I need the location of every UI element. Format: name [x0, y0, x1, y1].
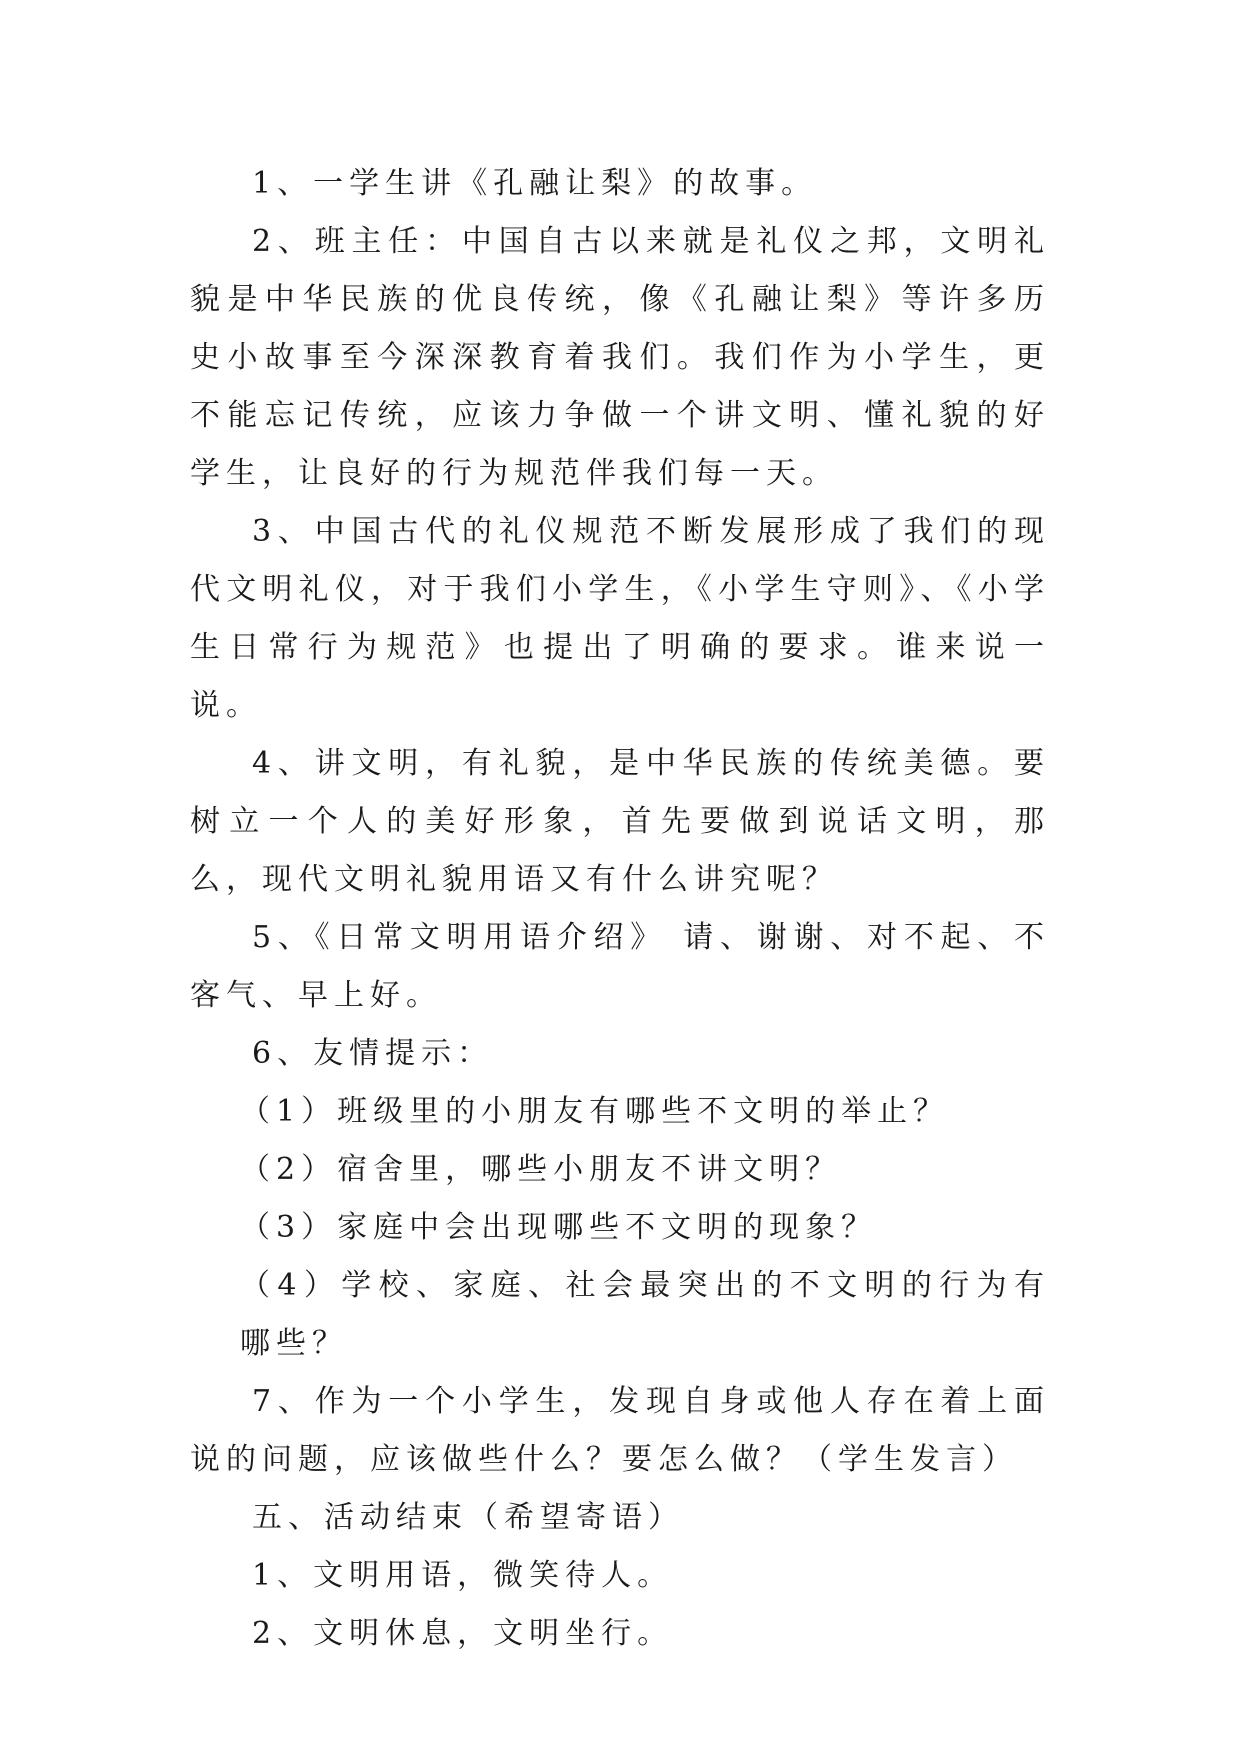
section-heading-five: 五、活动结束（希望寄语）: [252, 1500, 684, 1535]
paragraph-4: 4、讲文明，有礼貌，是中华民族的传统美德。要树立一个人的美好形象，首先要做到说话文明，那么，现代文明礼貌用语又有什么讲究呢？: [190, 746, 1050, 897]
tip-item-4: （4）学校、家庭、社会最突出的不文明的行为有哪些？: [240, 1268, 1050, 1361]
paragraph-2: 2、班主任：中国自古以来就是礼仪之邦，文明礼貌是中华民族的优良传统，像《孔融让梨》等许多历史小故事至今深深教育着我们。我们作为小学生，更不能忘记传统，应该力争做一个讲文明、懂礼貌的好学生，让良好的行为规范伴我们每一天。: [190, 224, 1050, 491]
paragraph-1: 1、一学生讲《孔融让梨》的故事。: [252, 166, 818, 201]
paragraph-6: 6、友情提示：: [252, 1036, 494, 1071]
paragraph-5: 5、《日常文明用语介绍》 请、谢谢、对不起、不客气、早上好。: [190, 920, 1050, 1013]
tip-item-2: （2）宿舍里，哪些小朋友不讲文明？: [240, 1152, 842, 1187]
closing-item-2: 2、文明休息，文明坐行。: [252, 1616, 674, 1651]
closing-item-1: 1、文明用语，微笑待人。: [252, 1558, 674, 1593]
tip-item-1: （1）班级里的小朋友有哪些不文明的举止？: [240, 1094, 950, 1129]
paragraph-3: 3、中国古代的礼仪规范不断发展形成了我们的现代文明礼仪，对于我们小学生，《小学生守则》、《小学生日常行为规范》也提出了明确的要求。谁来说一说。: [190, 514, 1050, 723]
document-body: [190, 155, 1050, 1663]
tip-item-3: （3）家庭中会出现哪些不文明的现象？: [240, 1210, 878, 1245]
paragraph-7: 7、作为一个小学生，发现自身或他人存在着上面说的问题，应该做些什么？要怎么做？（学生发言）: [190, 1384, 1050, 1477]
